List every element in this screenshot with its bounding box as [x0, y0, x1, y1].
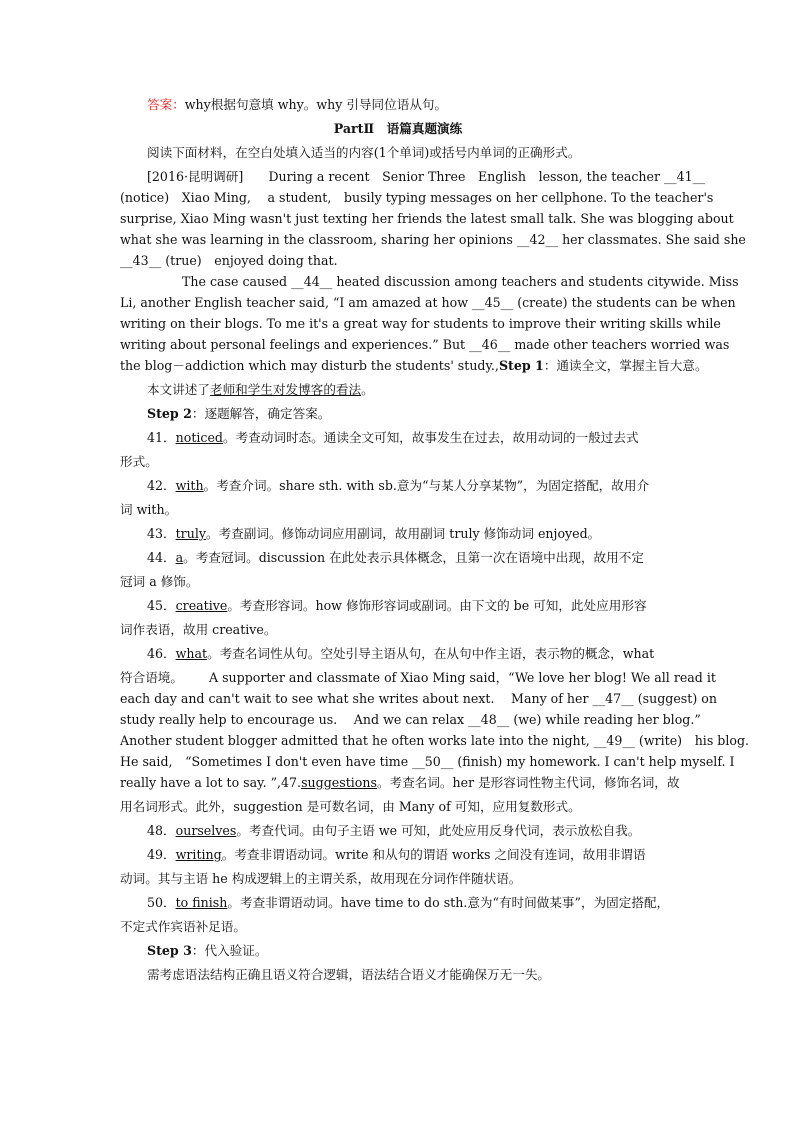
section-title: PartⅡ 语篇真题演练 — [333, 121, 463, 136]
answer-word: with — [175, 478, 204, 493]
answer-item — [147, 427, 676, 448]
answer-explanation: 。考查名词。her 是形容词性物主代词，修饰名词，故 — [376, 775, 680, 790]
answer-continuation: 冠词 a 修饰。 — [120, 574, 199, 589]
answer-word: a — [175, 550, 184, 565]
passage2-line: Another student blogger admitted that he often works late into the night, __49__ (write) his blog. — [120, 733, 750, 748]
answer-number: 44． — [147, 550, 176, 565]
answer-text: why根据句意填 why。why 引导同位语从句。 — [184, 97, 448, 112]
answer-item — [147, 892, 676, 913]
answer-explanation: 。考查动词时态。通读全文可知，故事发生在过去，故用动词的一般过去式 — [222, 430, 639, 445]
answer-explanation: 。考查代词。由句子主语 we 可知，此处应用反身代词，表示放松自我。 — [236, 823, 641, 838]
step2-line — [147, 403, 676, 424]
step1-text: ：通读全文，掌握主旨大意。 — [543, 358, 708, 373]
passage1-line: Li, another English teacher said, “I am amazed at how __45__ (create) the students can be when — [120, 295, 736, 310]
answer-label: 答案： — [147, 97, 185, 112]
passage2-last-text: really have a lot to say. ”,47. — [120, 775, 302, 790]
answer-continuation: 用名词形式。此外，suggestion 是可数名词，由 Many of 可知，应用复数形式。 — [120, 799, 581, 814]
summary-prefix: 本文讲述了 — [147, 382, 210, 397]
answer-explanation: 。考查形容词。how 修饰形容词或副词。由下文的 be 可知，此处应用形容 — [227, 598, 647, 613]
passage1-line: writing about personal feelings and experiences.” But __46__ made other teachers worried was — [120, 337, 730, 352]
passage2-prefix: 符合语境。 — [120, 670, 183, 685]
passage2-line: study really help to encourage us. And we can relax __48__ (we) while reading her blog.” — [120, 712, 701, 727]
passage1-line: (notice) Xiao Ming, a student, busily typing messages on her cellphone. To the teacher's — [120, 190, 714, 205]
passage1-line: The case caused __44__ heated discussion among teachers and students citywide. Miss — [182, 274, 739, 289]
instruction: 阅读下面材料，在空白处填入适当的内容(1个单词)或括号内单词的正确形式。 — [147, 145, 581, 160]
answer-word: to finish — [175, 895, 228, 910]
step3-text: ：代入验证。 — [191, 943, 268, 958]
answer-item — [147, 820, 676, 841]
answer-word: writing — [175, 847, 222, 862]
answer-number: 46． — [147, 646, 176, 661]
answer-item — [147, 475, 676, 496]
step3-label: Step 3 — [147, 943, 192, 958]
answer-explanation: 。考查名词性从句。空处引导主语从句，在从句中作主语，表示物的概念，what — [207, 646, 655, 661]
answer-item — [147, 547, 676, 568]
passage1-line: __43__ (true) enjoyed doing that. — [120, 253, 338, 268]
answer-word: noticed — [175, 430, 223, 445]
passage1-last-line — [120, 355, 708, 376]
answer-word: suggestions — [301, 775, 377, 790]
answer-continuation: 词作表语，故用 creative。 — [120, 622, 277, 637]
answer-item — [147, 523, 676, 544]
answer-explanation: 。考查副词。修饰动词应用副词，故用副词 truly 修饰动词 enjoyed。 — [205, 526, 601, 541]
passage1-line: [2016·昆明调研] During a recent Senior Three English lesson, the teacher __41__ — [147, 169, 706, 184]
answer-number: 42． — [147, 478, 176, 493]
passage2-line: each day and can't wait to see what she writes about next. Many of her __47__ (suggest) on — [120, 691, 717, 706]
step2-label: Step 2 — [147, 406, 192, 421]
answer-number: 48． — [147, 823, 176, 838]
step1-label: Step 1 — [498, 358, 544, 373]
answer-number: 41． — [147, 430, 176, 445]
passage1-line: writing on their blogs. To me it's a great way for students to improve their writing skills while — [120, 316, 721, 331]
answer-number: 43． — [147, 526, 176, 541]
step2-text: ：逐题解答，确定答案。 — [191, 406, 331, 421]
answer-number: 49． — [147, 847, 176, 862]
passage2-line: He said, “Sometimes I don't even have time __50__ (finish) my homework. I can't help myself. I — [120, 754, 735, 769]
answer-continuation: 动词。其与主语 he 构成逻辑上的主谓关系，故用现在分词作伴随状语。 — [120, 871, 522, 886]
answer-item — [147, 595, 676, 616]
answer-number: 45． — [147, 598, 176, 613]
answer-line — [147, 94, 676, 115]
summary-line — [147, 379, 676, 400]
passage2-last-line — [120, 772, 680, 793]
passage1-last-text: the blog－addiction which may disturb the students' study., — [120, 358, 499, 373]
final-line: 需考虑语法结构正确且语义符合逻辑，语法结合语义才能确保万无一失。 — [147, 967, 550, 982]
answer-continuation: 词 with。 — [120, 502, 178, 517]
passage1-line: surprise, Xiao Ming wasn't just texting her friends the latest small talk. She was blogging about — [120, 211, 734, 226]
passage2-text: A supporter and classmate of Xiao Ming said，“We love her blog! We all read it — [208, 670, 716, 685]
answer-item — [147, 643, 676, 664]
answer-explanation: 。考查介词。share sth. with sb.意为“与某人分享某物”，为固定搭配，故用介 — [203, 478, 650, 493]
summary-suffix: 。 — [361, 382, 374, 397]
answer-explanation: 。考查冠词。discussion 在此处表示具体概念，且第一次在语境中出现，故用不定 — [183, 550, 644, 565]
passage2-first-line — [120, 667, 716, 688]
answer-continuation: 形式。 — [120, 454, 158, 469]
answer-explanation: 。考查非谓语动词。have time to do sth.意为“有时间做某事”，为固定搭配， — [227, 895, 670, 910]
answer-item — [147, 844, 676, 865]
answer-number: 50． — [147, 895, 176, 910]
answer-explanation: 。考查非谓语动词。write 和从句的谓语 works 之间没有连词，故用非谓语 — [221, 847, 646, 862]
answer-word: truly — [175, 526, 206, 541]
answer-continuation: 不定式作宾语补足语。 — [120, 919, 246, 934]
summary-underlined: 老师和学生对发博客的看法 — [209, 382, 362, 397]
answer-word: what — [175, 646, 208, 661]
passage1-line: what she was learning in the classroom, sharing her opinions __42__ her classmates. She said she — [120, 232, 746, 247]
answer-word: ourselves — [175, 823, 237, 838]
step3-line — [147, 940, 676, 961]
answer-word: creative — [175, 598, 228, 613]
